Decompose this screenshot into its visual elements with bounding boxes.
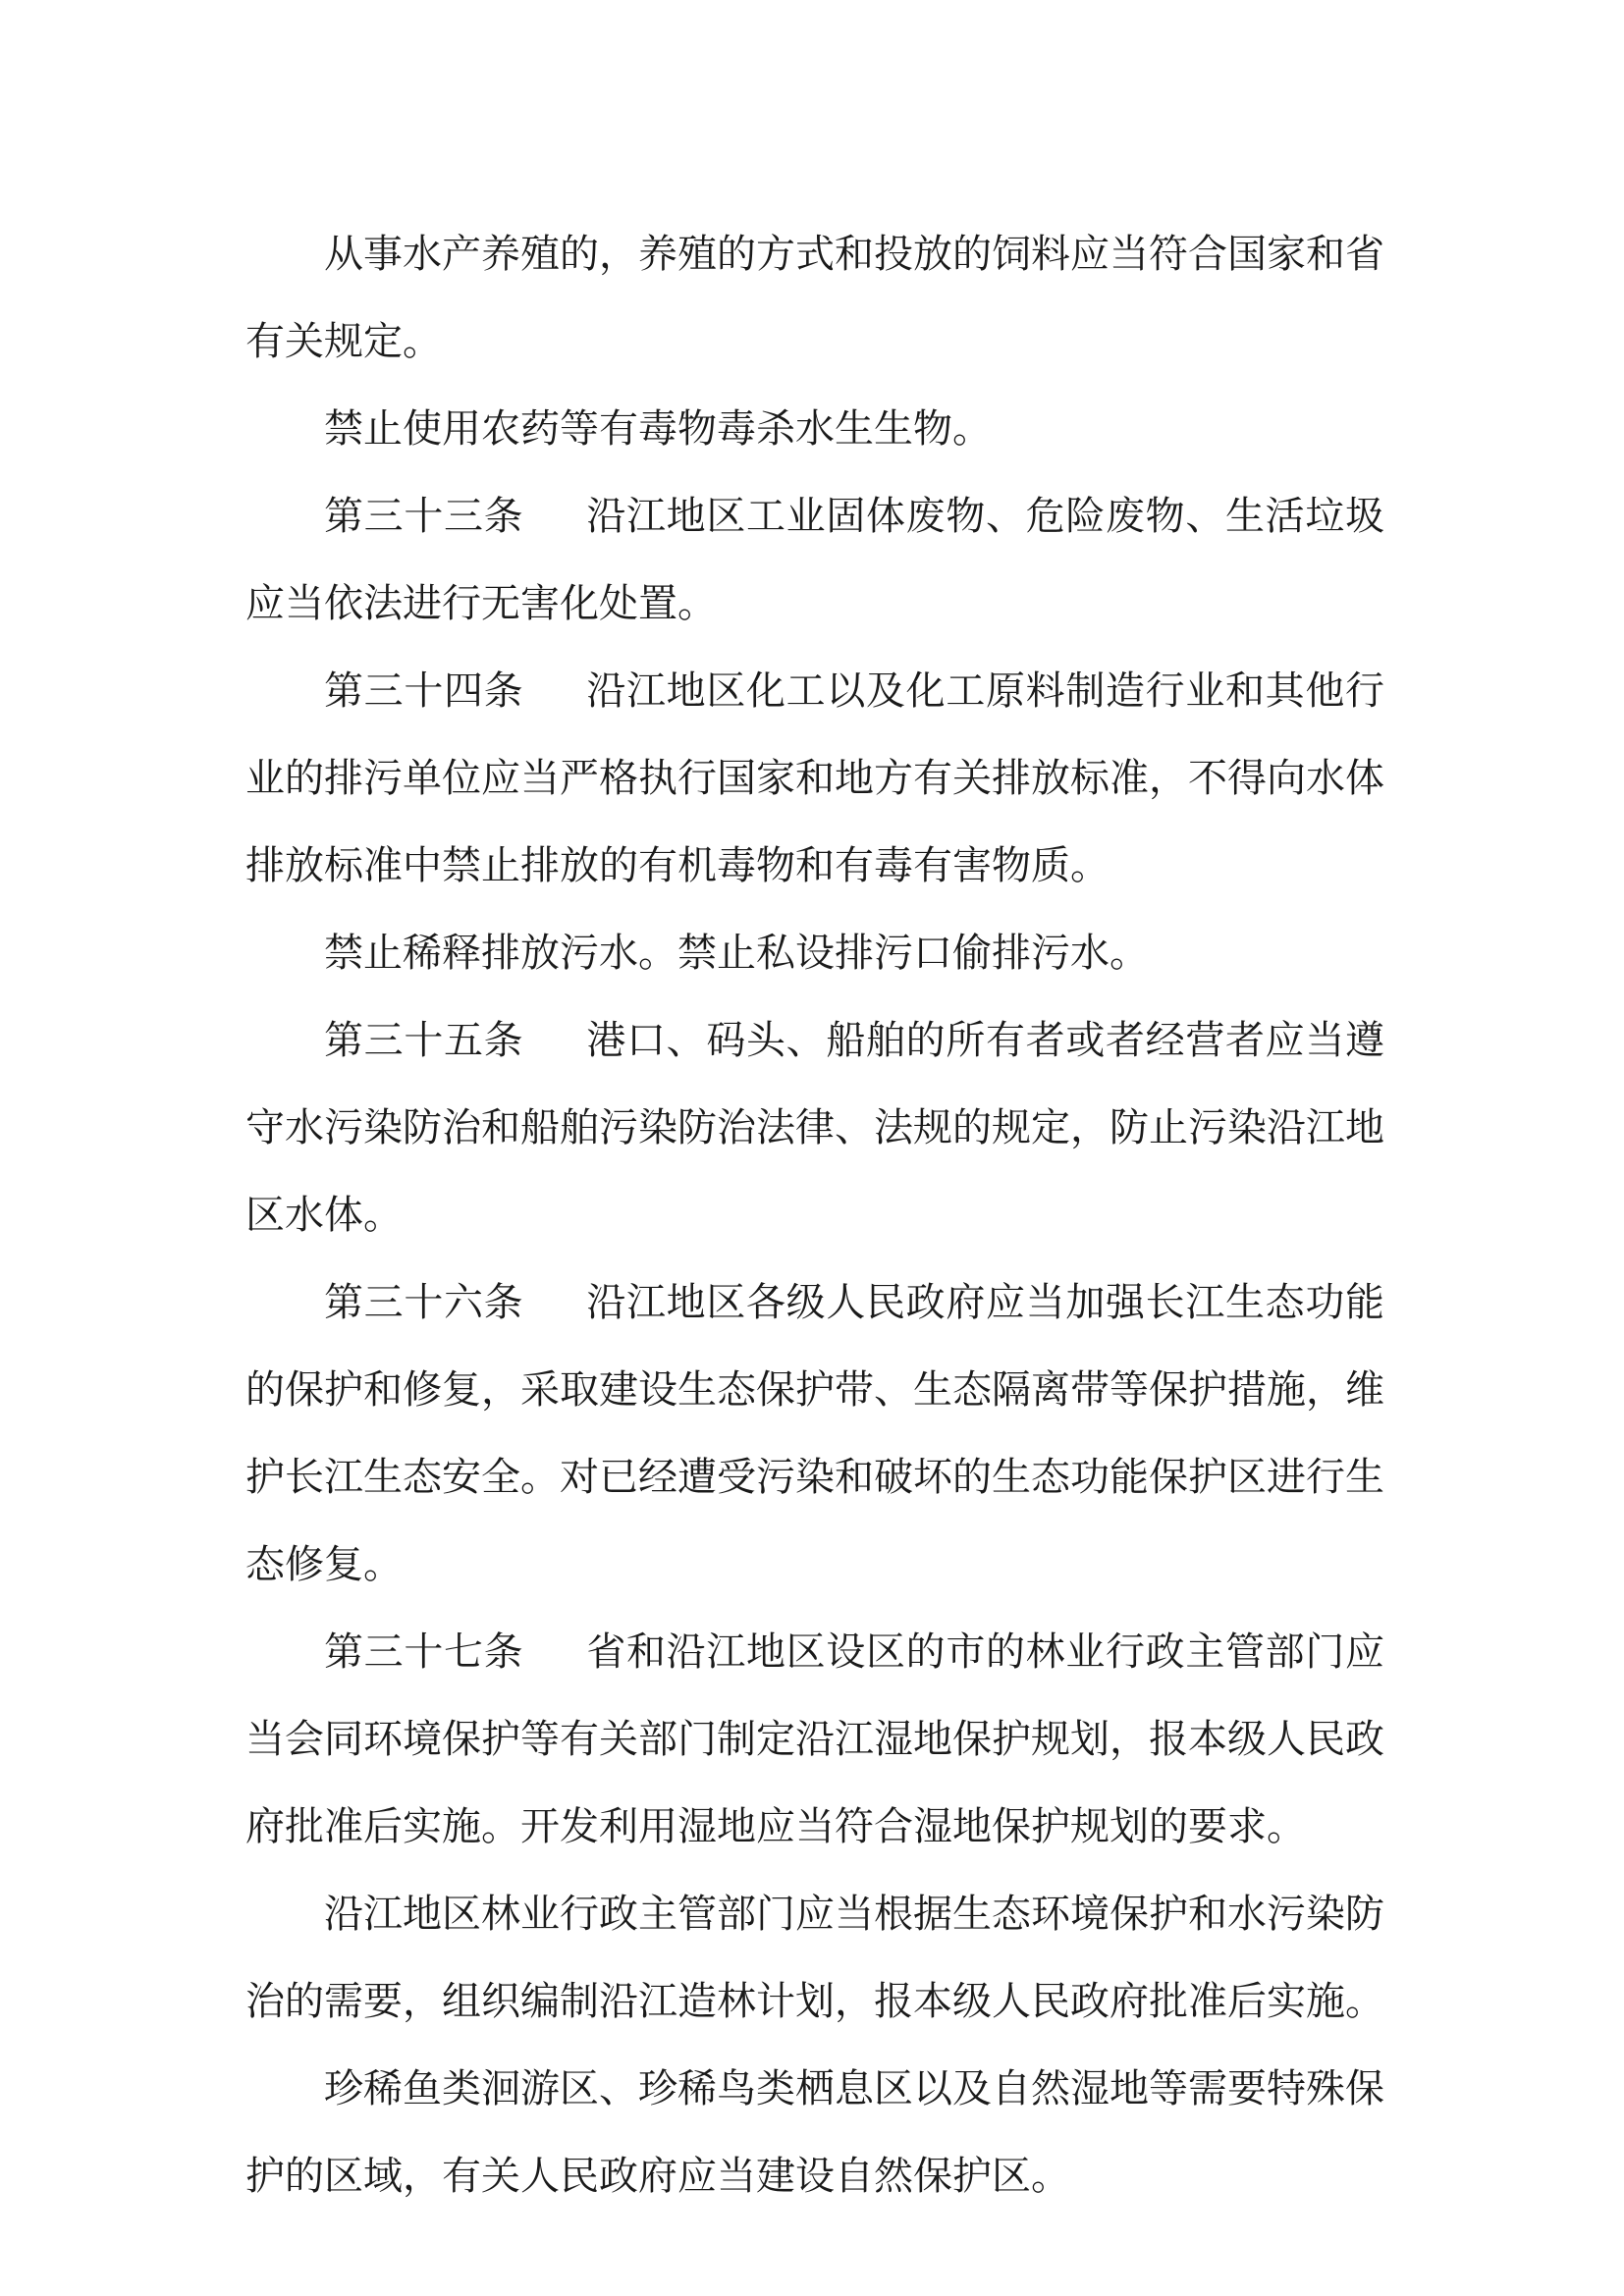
paragraph-sewage-ban xyxy=(245,910,1384,997)
article-number: 第三十三条 xyxy=(324,494,524,539)
paragraph-pesticide-ban xyxy=(245,386,1384,473)
paragraph-text: 从事水产养殖的，养殖的方式和投放的饲料应当符合国家和省有关规定。 xyxy=(245,232,1384,364)
article-number: 第三十四条 xyxy=(324,668,524,714)
paragraph-text: 沿江地区林业行政主管部门应当根据生态环境保护和水污染防治的需要，组织编制沿江造林计划，报本级人民政府批准后实施。 xyxy=(245,1892,1384,2024)
paragraph-afforestation xyxy=(245,1871,1384,2046)
article-37 xyxy=(245,1609,1384,1871)
article-number: 第三十六条 xyxy=(324,1280,524,1325)
article-number: 第三十七条 xyxy=(324,1629,524,1675)
article-text: 港口、码头、船舶的所有者或者经营者应当遵守水污染防治和船舶污染防治法律、法规的规定，防止污染沿江地区水体。 xyxy=(245,1018,1385,1238)
document-page xyxy=(245,211,1384,2220)
article-36 xyxy=(245,1259,1384,1609)
paragraph-nature-reserve xyxy=(245,2046,1384,2220)
article-text: 沿江地区化工以及化工原料制造行业和其他行业的排污单位应当严格执行国家和地方有关排放标准，不得向水体排放标准中禁止排放的有机毒物和有毒有害物质。 xyxy=(245,668,1385,888)
paragraph-text: 禁止使用农药等有毒物毒杀水生生物。 xyxy=(324,406,992,452)
article-33 xyxy=(245,473,1384,648)
paragraph-text: 珍稀鱼类洄游区、珍稀鸟类栖息区以及自然湿地等需要特殊保护的区域，有关人民政府应当建设自然保护区。 xyxy=(245,2066,1384,2199)
article-text: 沿江地区各级人民政府应当加强长江生态功能的保护和修复，采取建设生态保护带、生态隔离带等保护措施，维护长江生态安全。对已经遭受污染和破坏的生态功能保护区进行生态修复。 xyxy=(245,1280,1385,1587)
article-text: 沿江地区工业固体废物、危险废物、生活垃圾应当依法进行无害化处置。 xyxy=(245,494,1385,626)
paragraph-text: 禁止稀释排放污水。禁止私设排污口偷排污水。 xyxy=(324,931,1149,976)
article-text: 省和沿江地区设区的市的林业行政主管部门应当会同环境保护等有关部门制定沿江湿地保护规划，报本级人民政府批准后实施。开发利用湿地应当符合湿地保护规划的要求。 xyxy=(245,1629,1385,1849)
article-number: 第三十五条 xyxy=(324,1018,524,1063)
article-34 xyxy=(245,648,1384,910)
paragraph-aquaculture xyxy=(245,211,1384,386)
article-35 xyxy=(245,997,1384,1259)
